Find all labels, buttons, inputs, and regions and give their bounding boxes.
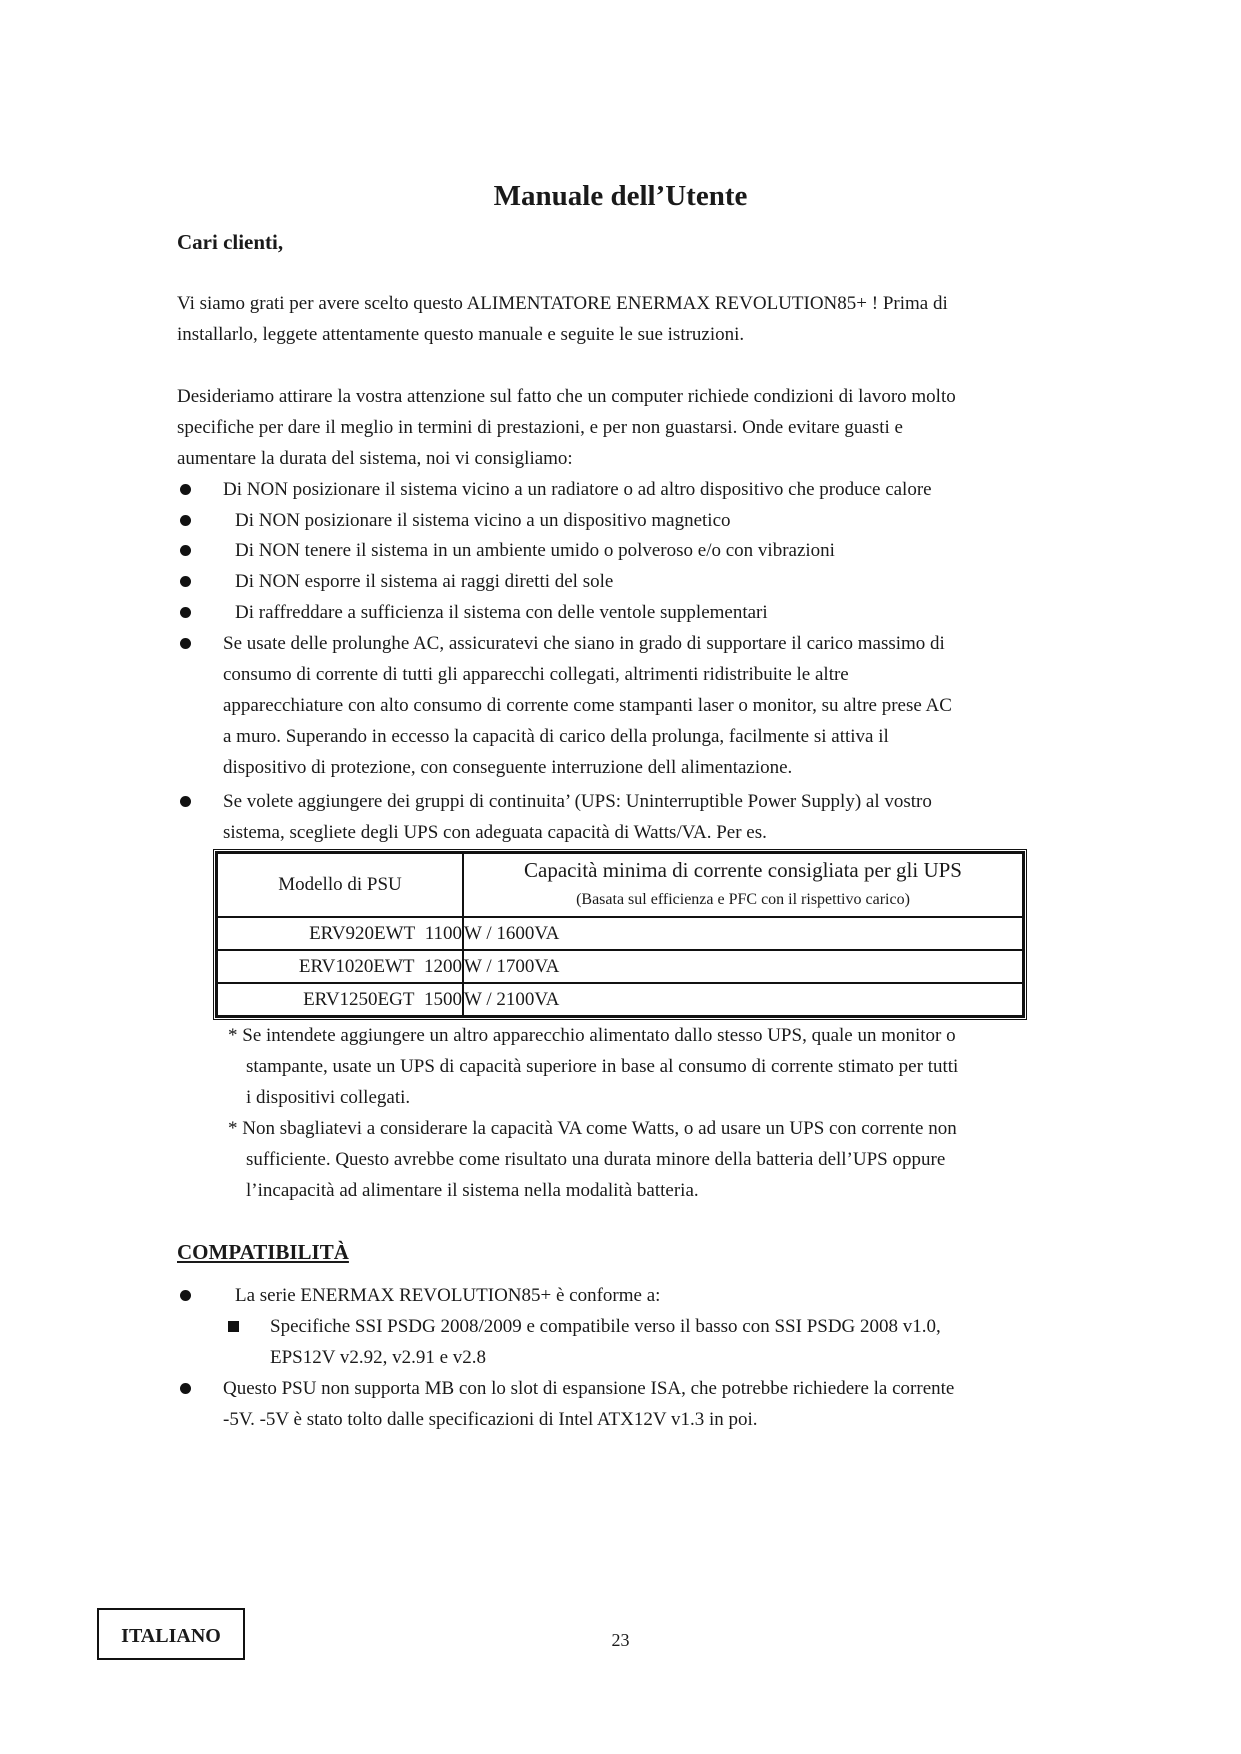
- note-line: * Non sbagliatevi a considerare la capacità VA come Watts, o ad usare un UPS con corrente non: [228, 1118, 957, 1139]
- table-header-model: Modello di PSU: [217, 853, 463, 917]
- bullet-line: dispositivo di protezione, con conseguente interruzione dell alimentazione.: [223, 757, 793, 778]
- page-title: Manuale dell’Utente: [493, 180, 748, 212]
- sub-bullet-line: Specifiche SSI PSDG 2008/2009 e compatibile verso il basso con SSI PSDG 2008 v1.0,: [270, 1316, 941, 1337]
- bullet-icon: [180, 545, 191, 556]
- bullet-line: sistema, scegliete degli UPS con adeguata capacità di Watts/VA. Per es.: [223, 822, 767, 843]
- table-cell-model: [217, 950, 463, 983]
- table-row: [217, 917, 1023, 950]
- bullet-line: -5V. -5V è stato tolto dalle specificazioni di Intel ATX12V v1.3 in poi.: [223, 1409, 758, 1430]
- square-bullet-icon: [228, 1321, 239, 1332]
- capacity-heading: Capacità minima di corrente consigliata per gli UPS: [524, 858, 962, 882]
- bullet-item: [223, 786, 1083, 848]
- attention-line: Desideriamo attirare la vostra attenzione sul fatto che un computer richiede condizioni di lavoro molto: [177, 386, 956, 407]
- table-header-capacity: [463, 853, 1023, 917]
- bullet-item: Di raffreddare a sufficienza il sistema con delle ventole supplementari: [235, 602, 768, 623]
- psu-watts: 1500: [424, 988, 462, 1010]
- note-line: * Se intendete aggiungere un altro apparecchio alimentato dallo stesso UPS, quale un monitor o: [228, 1025, 956, 1046]
- bullet-icon: [180, 484, 191, 495]
- ups-note: [228, 1020, 1078, 1113]
- note-line: l’incapacità ad alimentare il sistema nella modalità batteria.: [246, 1180, 699, 1201]
- attention-line: aumentare la durata del sistema, noi vi consigliamo:: [177, 448, 573, 469]
- page-number: 23: [611, 1630, 630, 1650]
- bullet-item: Di NON posizionare il sistema vicino a un radiatore o ad altro dispositivo che produce calore: [223, 479, 932, 500]
- attention-line: specifiche per dare il meglio in termini di prestazioni, e per non guastarsi. Onde evitare guasti e: [177, 417, 903, 438]
- bullet-item: Di NON tenere il sistema in un ambiente umido o polveroso e/o con vibrazioni: [235, 540, 835, 561]
- ups-note: [228, 1113, 1078, 1206]
- psu-model: ERV1250EGT: [303, 988, 415, 1010]
- table-cell-capacity: W / 1700VA: [463, 950, 1023, 983]
- sub-bullet-item: [270, 1311, 1070, 1373]
- table-row: [217, 950, 1023, 983]
- psu-watts: 1200: [424, 955, 462, 977]
- psu-watts: 1100: [424, 922, 462, 944]
- bullet-item: Di NON esporre il sistema ai raggi diretti del sole: [235, 571, 614, 592]
- bullet-line: Se usate delle prolunghe AC, assicuratevi che siano in grado di supportare il carico massimo di: [223, 633, 945, 654]
- bullet-icon: [180, 638, 191, 649]
- bullet-line: Se volete aggiungere dei gruppi di continuita’ (UPS: Uninterruptible Power Supply) al vostro: [223, 791, 932, 812]
- bullet-line: a muro. Superando in eccesso la capacità di carico della prolunga, facilmente si attiva il: [223, 726, 889, 747]
- bullet-icon: [180, 515, 191, 526]
- note-line: stampante, usate un UPS di capacità superiore in base al consumo di corrente stimato per tutti: [246, 1056, 959, 1077]
- bullet-icon: [180, 796, 191, 807]
- intro-line: Vi siamo grati per avere scelto questo ALIMENTATORE ENERMAX REVOLUTION85+ ! Prima di: [177, 293, 948, 314]
- psu-model: ERV920EWT: [309, 922, 416, 944]
- bullet-item: [223, 1373, 1083, 1435]
- bullet-line: apparecchiature con alto consumo di corrente come stampanti laser o monitor, su altre prese AC: [223, 695, 952, 716]
- greeting: Cari clienti,: [177, 230, 284, 254]
- psu-model: ERV1020EWT: [298, 955, 415, 977]
- intro-line: installarlo, leggete attentamente questo manuale e seguite le sue istruzioni.: [177, 324, 745, 345]
- bullet-item: [223, 628, 1083, 783]
- table-header-row: [217, 853, 1023, 917]
- note-line: sufficiente. Questo avrebbe come risultato una durata minore della batteria dell’UPS oppure: [246, 1149, 946, 1170]
- ups-capacity-table: [216, 852, 1024, 1017]
- language-label: ITALIANO: [97, 1608, 245, 1660]
- bullet-line: Questo PSU non supporta MB con lo slot di espansione ISA, che potrebbe richiedere la corrente: [223, 1378, 955, 1399]
- bullet-icon: [180, 1383, 191, 1394]
- table-cell-capacity: W / 1600VA: [463, 917, 1023, 950]
- note-line: i dispositivi collegati.: [246, 1087, 411, 1108]
- intro-paragraph: [177, 288, 1077, 350]
- bullet-icon: [180, 1290, 191, 1301]
- bullet-item: Di NON posizionare il sistema vicino a un dispositivo magnetico: [235, 510, 731, 531]
- sub-bullet-line: EPS12V v2.92, v2.91 e v2.8: [270, 1347, 487, 1368]
- capacity-subheading: (Basata sul efficienza e PFC con il rispettivo carico): [576, 891, 910, 908]
- table-cell-capacity: W / 2100VA: [463, 983, 1023, 1016]
- bullet-icon: [180, 607, 191, 618]
- table-cell-model: [217, 917, 463, 950]
- attention-paragraph: [177, 381, 1077, 474]
- table-cell-model: [217, 983, 463, 1016]
- bullet-line: consumo di corrente di tutti gli apparecchi collegati, altrimenti ridistribuite le altre: [223, 664, 849, 685]
- bullet-item: La serie ENERMAX REVOLUTION85+ è conforme a:: [235, 1285, 661, 1306]
- table-row: [217, 983, 1023, 1016]
- bullet-icon: [180, 576, 191, 587]
- section-heading: COMPATIBILITÀ: [177, 1240, 349, 1264]
